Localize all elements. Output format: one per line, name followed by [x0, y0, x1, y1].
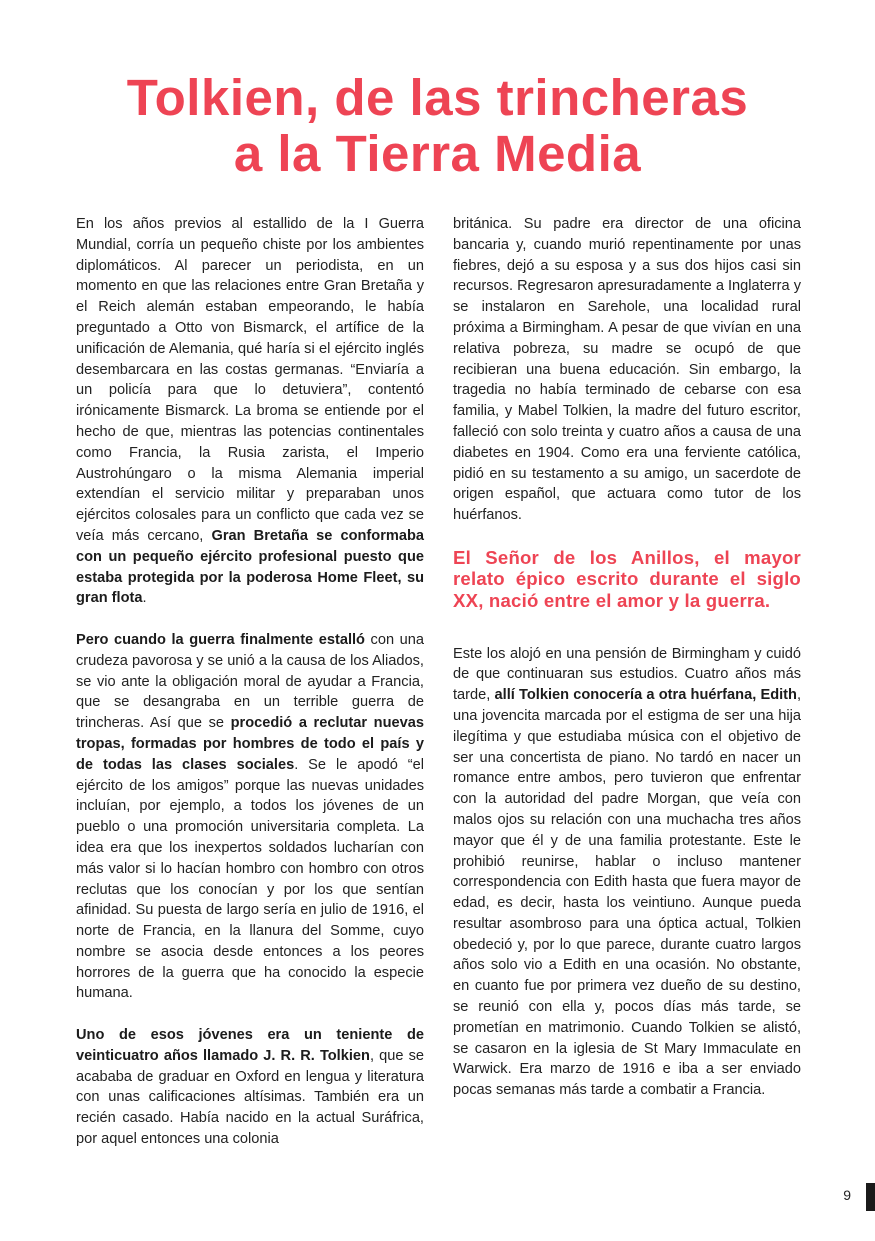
bold-text: Pero cuando la guerra finalmente estalló — [76, 631, 365, 648]
left-column — [76, 214, 424, 1171]
paragraph: británica. Su padre era director de una oficina bancaria y, cuando murió repentinamente por unas fiebres, dejó a su esposa y a sus dos hijos casi sin recursos. Regresaron apresuradamente a Inglaterra y se instalaron en Sarehole, una localidad rural próxima a Birmingham. A pesar de que vivían en una relativa pobreza, su madre se ocupó de que recibieran una buena educación. Sin embargo, la tragedia no había terminado de cebarse con esa familia, y Mabel Tolkien, la madre del futuro escritor, falleció con solo treinta y cuatro años a causa de una diabetes en 1904. Como era una ferviente católica, pidió en su testamento a su amigo, un sacerdote de origen español, que actuara como tutor de los huérfanos. — [453, 216, 801, 524]
article-title — [0, 70, 875, 182]
paragraph: En los años previos al estallido de la I Guerra Mundial, corría un pequeño chiste por los ambientes diplomáticos. Al parecer un periodista, en un momento en que las relaciones entre Gran Bretaña y el Reich alemán estaban empeorando, le había preguntado a Otto von Bismarck, el artífice de la unificación de Alemania, qué haría si el ejército inglés desembarcara en las costas germanas. “Enviaría a un policía para que lo detuviera”, contentó irónicamente Bismarck. La broma se entiende por el hecho de que, mientras las potencias continentales como Francia, la Rusia zarista, el Imperio Austrohúngaro o la misma Alemania imperial extendían el servicio militar y preparaban unos ejércitos colosales para un conflicto que cada vez se veía más cercano, Gran Bretaña se conformaba con un pequeño ejército profesional puesto que estaba protegida por la poderosa Home Fleet, su gran flota. — [76, 216, 424, 607]
bold-text: Gran Bretaña se conformaba con un pequeño ejército profesional puesto que estaba protegida por la poderosa Home Fleet, su gran flota — [76, 527, 424, 607]
title-line-2: a la Tierra Media — [233, 125, 642, 182]
title-line-1: Tolkien, de las trincheras — [126, 69, 749, 126]
page-marker-bar — [866, 1183, 875, 1211]
pull-quote: El Señor de los Anillos, el mayor relato épico escrito durante el siglo XX, nació entre el amor y la guerra. — [453, 546, 801, 611]
right-column — [453, 214, 801, 1122]
bold-text: Uno de esos jóvenes era un teniente de veinticuatro años llamado J. R. R. Tolkien — [76, 1027, 424, 1064]
paragraph: Uno de esos jóvenes era un teniente de veinticuatro años llamado J. R. R. Tolkien, que se acababa de graduar en Oxford en lengua y literatura con unas calificaciones altísimas. También era un recién casado. Había nacido en la actual Suráfrica, por aquel entonces una colonia — [76, 1027, 424, 1148]
paragraph: Este los alojó en una pensión de Birmingham y cuidó de que continuaran sus estudios. Cuatro años más tarde, allí Tolkien conocería a otra huérfana, Edith, una jovencita marcada por el estigma de ser una hija ilegítima y que estudiaba música con el objetivo de ser una concertista de piano. No tardó en nacer un romance entre ambos, pero tuvieron que enfrentar con la autoridad del padre Morgan, que veía con malos ojos su relación con una muchacha tres años mayor que él y de una familia protestante. Este le prohibió reunirse, hablar o incluso mantener correspondencia con Edith hasta que fuera mayor de edad, es decir, hasta los veintiuno. Aunque pueda resultar asombroso para una óptica actual, Tolkien obedeció y, por lo que parece, durante cuatro largos años solo vio a Edith en una ocasión. No obstante, en cuanto fue por primera vez dueño de su destino, se reunió con ella y, pocos días más tarde, se prometían en matrimonio. Cuando Tolkien se alistó, se casaron en la iglesia de St Mary Immaculate en Warwick. Era marzo de 1916 e iba a ser enviado pocas semanas más tarde a combatir a Francia. — [453, 645, 802, 1099]
page-number: 9 — [843, 1187, 851, 1203]
paragraph: Pero cuando la guerra finalmente estalló con una crudeza pavorosa y se unió a la causa de los Aliados, se vio ante la obligación moral de ayudar a Francia, que se desangraba en un terrible guerra de trincheras. Así que se procedió a reclutar nuevas tropas, formadas por hombres de todo el país y de todas las clases sociales. Se le apodó “el ejército de los amigos” porque las nuevas unidades incluían, por ejemplo, a todos los jóvenes de un pueblo o una promoción universitaria completa. La idea era que los inexpertos soldados lucharían con más valor si lo hacían hombro con hombro con otros reclutas que los conocían y por los que sentían afinidad. Su puesta de largo sería en julio de 1916, el norte de Francia, en la llanura del Somme, cuyo nombre se asocia desde entonces a los peores horrores de la guerra que ha conocido la especie humana. — [76, 631, 424, 1002]
bold-text: procedió a reclutar nuevas tropas, formadas por hombres de todo el país y de todas las clases sociales — [76, 715, 424, 773]
bold-text: allí Tolkien conocería a otra huérfana, Edith — [494, 687, 797, 704]
